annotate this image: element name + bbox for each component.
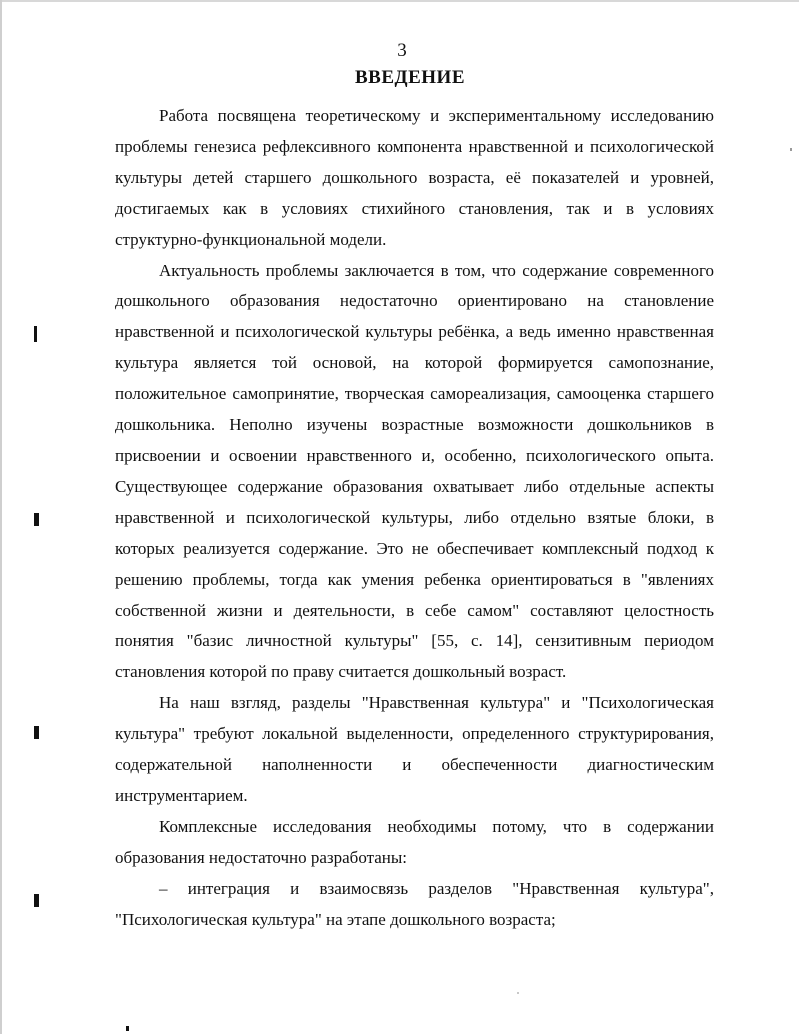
paragraph-sections: На наш взгляд, разделы "Нравственная культура" и "Психологическая культура" требуют локальной выделенности, определенного структурирования, содержательной наполненности и обеспеченности диагностическим инструментарием. xyxy=(115,693,714,805)
page-number: 3 xyxy=(397,40,407,61)
section-heading: ВВЕДЕНИЕ xyxy=(355,67,465,88)
paragraph-research-need: Комплексные исследования необходимы потому, что в содержании образования недостаточно разработаны: xyxy=(115,816,714,867)
scan-speck xyxy=(790,148,792,151)
list-item-integration: – интеграция и взаимосвязь разделов "Нравственная культура", "Психологическая культура" на этапе дошкольного возраста; xyxy=(115,878,714,929)
body-text xyxy=(115,101,714,935)
scan-mark xyxy=(34,326,37,342)
scan-mark xyxy=(34,726,39,739)
paragraph-relevance: Актуальность проблемы заключается в том, что содержание современного дошкольного образования недостаточно ориентировано на становление нравственной и психологической культуры ребёнка, а ведь именно нравственная культура является той основой, на которой формируется самопознание, положительное самопринятие, творческая самореализация, самооценка старшего дошкольника. Неполно изучены возрастные возможности дошкольников в присвоении и освоении нравственного и, особенно, психологического опыта. Существующее содержание образования охватывает либо отдельные аспекты нравственной и психологической культуры, либо отдельно взятые блоки, в которых реализуется содержание. Это не обеспечивает комплексный подход к решению проблемы, тогда как умения ребенка ориентироваться в "явлениях собственной жизни и деятельности, в себе самом" составляют целостность понятия "базис личностной культуры" [55, с. 14], сензитивным периодом становления которой по праву считается дошкольный возраст. xyxy=(115,260,714,682)
scan-mark xyxy=(126,1026,129,1031)
scan-mark xyxy=(34,513,39,526)
scan-mark xyxy=(34,894,39,907)
scan-edge-left xyxy=(0,0,2,1034)
scan-speck xyxy=(517,992,519,994)
scan-edge-top xyxy=(0,0,799,2)
paragraph-intro: Работа посвящена теоретическому и экспериментальному исследованию проблемы генезиса рефлексивного компонента нравственной и психологической культуры детей старшего дошкольного возраста, её показателей и уровней, достигаемых как в условиях стихийного становления, так и в условиях структурно-функциональной модели. xyxy=(115,106,714,249)
